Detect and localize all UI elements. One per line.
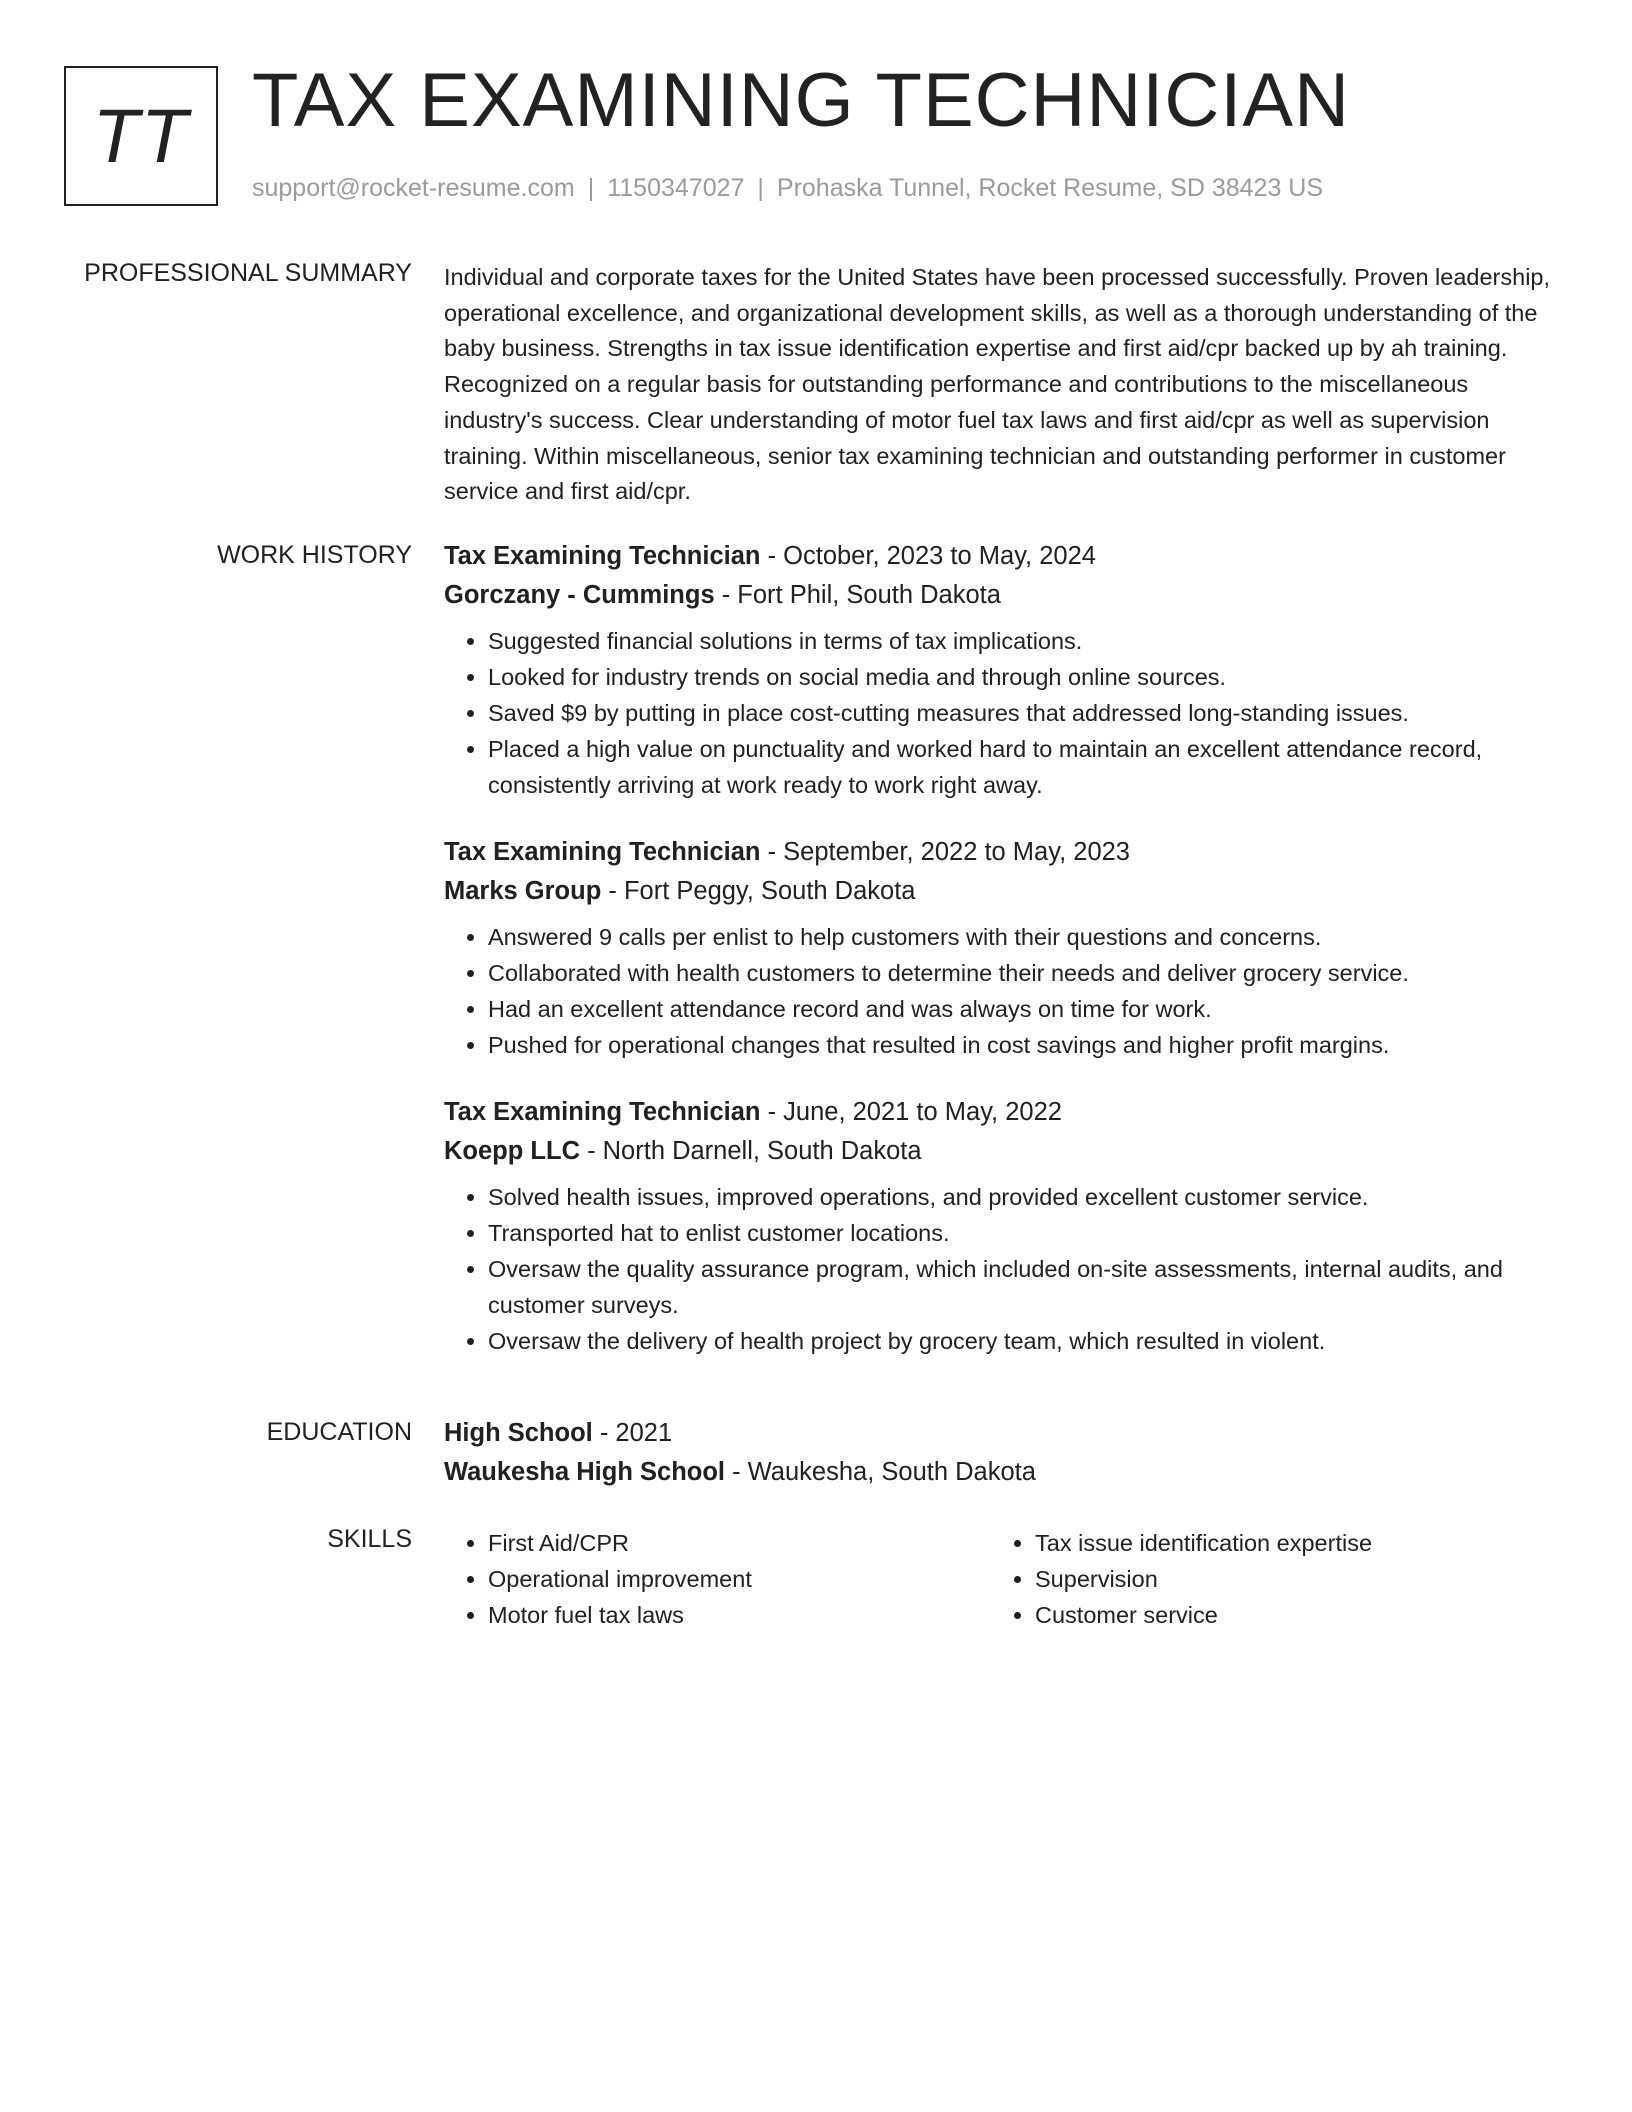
education-year: - 2021 [592, 1419, 673, 1447]
section-title-work-history: WORK HISTORY [217, 541, 412, 569]
skill-item: • Motor fuel tax laws [488, 1597, 991, 1633]
contact-phone[interactable]: 1150347027 [607, 174, 745, 202]
job-entry [444, 537, 1560, 803]
skill-item: • Operational improvement [488, 1561, 991, 1597]
section-title-skills: SKILLS [327, 1525, 412, 1553]
job-bullet: • Pushed for operational changes that resulted in cost savings and higher profit margins. [488, 1027, 1560, 1063]
job-bullets [444, 919, 1560, 1063]
education-degree: High School [444, 1419, 593, 1447]
education-school: Waukesha High School [444, 1458, 726, 1486]
skill-item: • First Aid/CPR [488, 1525, 991, 1561]
job-bullet: • Looked for industry trends on social media and through online sources. [488, 659, 1560, 695]
job-company: Koepp LLC [444, 1137, 580, 1165]
job-bullet: • Oversaw the quality assurance program, which included on-site assessments, internal audits, and customer surveys. [488, 1251, 1560, 1323]
resume-name: TAX EXAMINING TECHNICIAN [252, 58, 1350, 143]
education-school-line [444, 1453, 1560, 1492]
job-bullet: • Answered 9 calls per enlist to help customers with their questions and concerns. [488, 919, 1560, 955]
job-entry [444, 833, 1560, 1063]
job-bullet: • Collaborated with health customers to determine their needs and deliver grocery service. [488, 955, 1560, 991]
skill-item: • Supervision [1035, 1561, 1538, 1597]
contact-separator: | [757, 174, 764, 202]
education-degree-line [444, 1414, 1560, 1453]
job-location: - North Darnell, South Dakota [579, 1137, 922, 1165]
job-title-line [444, 537, 1560, 576]
job-bullets [444, 623, 1560, 803]
job-bullet: • Saved $9 by putting in place cost-cutting measures that addressed long-standing issues. [488, 695, 1560, 731]
contact-address: Prohaska Tunnel, Rocket Resume, SD 38423 US [776, 174, 1324, 202]
job-bullet: • Had an excellent attendance record and was always on time for work. [488, 991, 1560, 1027]
job-company: Gorczany - Cummings [444, 581, 715, 609]
job-company-line [444, 576, 1560, 615]
job-entry [444, 1093, 1560, 1359]
contact-line [252, 174, 1323, 203]
job-location: - Fort Phil, South Dakota [714, 581, 1001, 609]
job-title-line [444, 1093, 1560, 1132]
skills-list-left [444, 1525, 991, 1633]
section-title-summary: PROFESSIONAL SUMMARY [84, 259, 412, 287]
contact-separator: | [587, 174, 595, 202]
job-company: Marks Group [444, 877, 602, 905]
job-role: Tax Examining Technician [444, 1098, 761, 1126]
job-role: Tax Examining Technician [444, 838, 761, 866]
job-bullet: • Suggested financial solutions in terms of tax implications. [488, 623, 1560, 659]
job-bullet: • Placed a high value on punctuality and worked hard to maintain an excellent attendance record, consistently arriving at work ready to work right away. [488, 731, 1560, 803]
section-title-education: EDUCATION [266, 1418, 412, 1446]
job-bullets [444, 1179, 1560, 1359]
job-company-line [444, 1132, 1560, 1171]
skills-grid [444, 1525, 1560, 1633]
monogram-initials: TT [92, 93, 190, 179]
skills-list-right [991, 1525, 1538, 1633]
education-location: - Waukesha, South Dakota [725, 1458, 1036, 1486]
job-bullet: • Transported hat to enlist customer locations. [488, 1215, 1560, 1251]
job-title-line [444, 833, 1560, 872]
job-role: Tax Examining Technician [444, 542, 761, 570]
job-dates: - October, 2023 to May, 2024 [760, 542, 1096, 570]
job-dates: - June, 2021 to May, 2022 [760, 1098, 1062, 1126]
summary-text: Individual and corporate taxes for the United States have been processed successfully. Proven leadership, operational excellence, and organizational development skills, as well as a thorough understanding of the baby business. Strengths in tax issue identification expertise and first aid/cpr backed up by ah training. Recognized on a regular basis for outstanding performance and contributions to the miscellaneous industry's success. Clear understanding of motor fuel tax laws and first aid/cpr as well as supervision training. Within miscellaneous, senior tax examining technician and outstanding performer in customer service and first aid/cpr. [444, 264, 1551, 505]
job-location: - Fort Peggy, South Dakota [601, 877, 916, 905]
skill-item: • Tax issue identification expertise [1035, 1525, 1538, 1561]
job-bullet: • Oversaw the delivery of health project by grocery team, which resulted in violent. [488, 1323, 1560, 1359]
skill-item: • Customer service [1035, 1597, 1538, 1633]
job-company-line [444, 872, 1560, 911]
job-dates: - September, 2022 to May, 2023 [760, 838, 1130, 866]
monogram-box [64, 66, 218, 206]
job-bullet: • Solved health issues, improved operations, and provided excellent customer service. [488, 1179, 1560, 1215]
contact-email[interactable]: support@rocket-resume.com [252, 174, 575, 202]
